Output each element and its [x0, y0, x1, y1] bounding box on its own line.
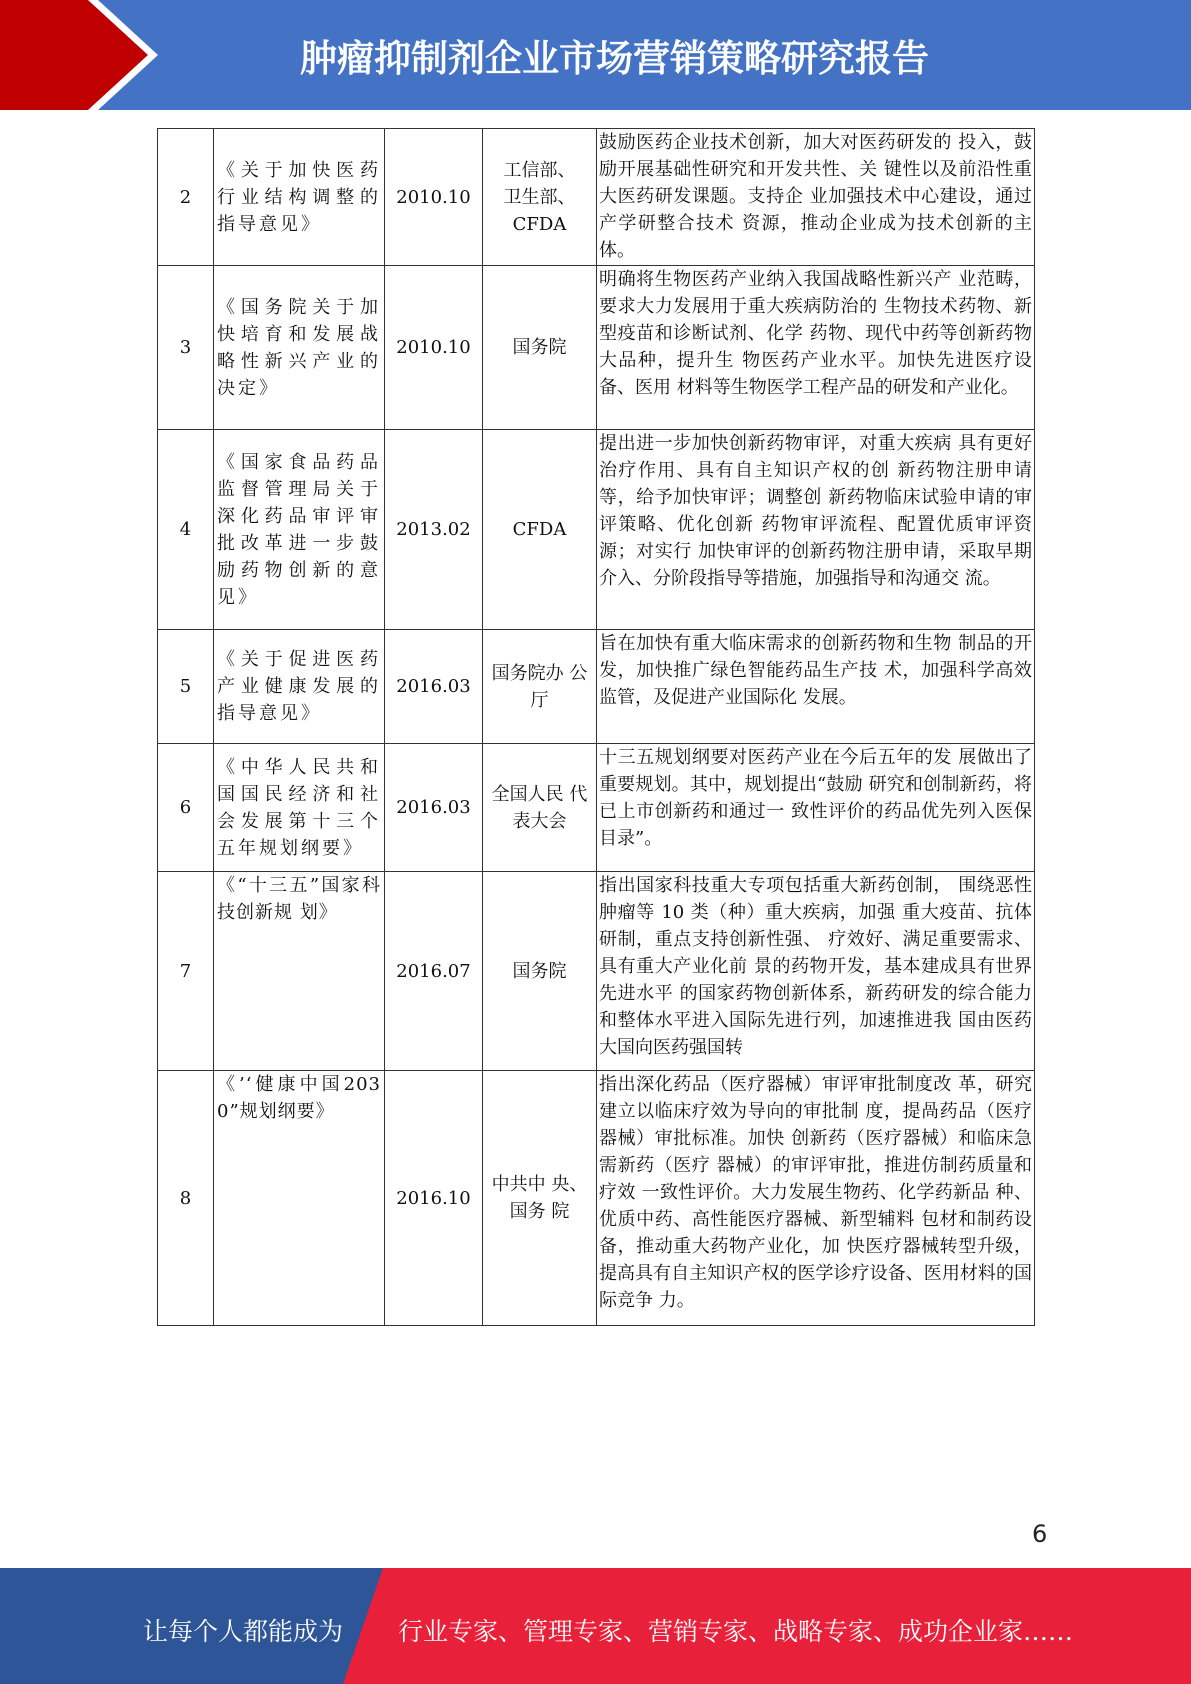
issuing-department: 国务院 — [483, 266, 597, 430]
row-number: 6 — [158, 744, 214, 872]
issuing-department: 工信部、 卫生部、 CFDA — [483, 129, 597, 266]
policy-content: 指出深化药品（医疗器械）审评审批制度改 革，研究建立以临床疗效为导向的审批制 度，提咼药品（医疗器械）审批标准。加快 创新药（医疗器械）和临床急需新药（医疗 器械）的审评审批，推进仿制药质量和疗效 一致性评价。大力发展生物药、化学药新品 种、优质中药、高性能医疗器械、新型辅料 包材和制药设备，推动重大药物产业化，加 快医疗器械转型升级，提高具有自主知识产权的医学诊疗设备、医用材料的国际竞争 力。 — [597, 1071, 1035, 1326]
row-number: 7 — [158, 872, 214, 1071]
policy-content: 十三五规划纲要对医药产业在今后五年的发 展做出了重要规划。其中，规划提出“鼓励 研究和创制新药，将已上市创新药和通过一 致性评价的药品优先列入医保目录”。 — [597, 744, 1035, 872]
policy-content: 提出进一步加快创新药物审评，对重大疾病 具有更好治疗作用、具有自主知识产权的创 新药物注册申请等，给予加快审评；调整创 新药物临床试验申请的审评策略、优化创新 药物审评流程、配置优质审评资源；对实行 加快审评的创新药物注册申请，采取早期介入、分阶段指导等措施，加强指导和沟通交 流。 — [597, 430, 1035, 630]
policy-name: 《关于加快医药行业结构调整的指导意见》 — [214, 129, 385, 266]
issuing-department: 中共中 央、 国务 院 — [483, 1071, 597, 1326]
page-footer — [0, 1568, 1191, 1684]
policy-content: 鼓励医药企业技术创新，加大对医药研发的 投入，鼓励开展基础性研究和开发共性、关 键性以及前沿性重大医药研发课题。支持企 业加强技术中心建设，通过产学研整合技术 资源，推动企业成为技术创新的主体。 — [597, 129, 1035, 266]
issue-date: 2010.10 — [385, 129, 483, 266]
table-row — [158, 872, 1035, 1071]
row-number: 4 — [158, 430, 214, 630]
policy-name: 《’‘健康中国2030”规划纲要》 — [214, 1071, 385, 1326]
policy-content: 旨在加快有重大临床需求的创新药物和生物 制品的开发，加快推广绿色智能药品生产技 术，加强科学高效监管，及促进产业国际化 发展。 — [597, 630, 1035, 744]
table-row — [158, 430, 1035, 630]
policy-table — [157, 128, 1035, 1326]
policy-content: 明确将生物医药产业纳入我国战略性新兴产 业范畴，要求大力发展用于重大疾病防治的 生物技术药物、新型疫苗和诊断试剂、化学 药物、现代中药等创新药物大品种，提升生 物医药产业水平。加快先进医疗设备、医用 材料等生物医学工程产品的研发和产业化。 — [597, 266, 1035, 430]
row-number: 8 — [158, 1071, 214, 1326]
row-number: 5 — [158, 630, 214, 744]
page-header — [0, 0, 1191, 110]
policy-name: 《国家食品药品监督管理局关于深化药品审评审批改革进一步鼓励药物创新的意见》 — [214, 430, 385, 630]
footer-slogan-left: 让每个人都能成为 — [143, 1617, 344, 1646]
page-number: 6 — [1032, 1520, 1048, 1548]
issuing-department: CFDA — [483, 430, 597, 630]
row-number: 2 — [158, 129, 214, 266]
header-chevron-decoration — [0, 0, 160, 110]
policy-name: 《关于促进医药产业健康发展的指导意见》 — [214, 630, 385, 744]
report-title: 肿瘤抑制剂企业市场营销策略研究报告 — [300, 37, 929, 80]
policy-name: 《国务院关于加快培育和发展战略性新兴产业的决定》 — [214, 266, 385, 430]
table-row — [158, 630, 1035, 744]
issue-date: 2013.02 — [385, 430, 483, 630]
table-row — [158, 266, 1035, 430]
policy-content: 指出国家科技重大专项包括重大新药创制， 围绕恶性肿瘤等 10 类（种）重大疾病，加强 重大疫苗、抗体研制，重点支持创新性强、 疗效好、满足重要需求、具有重大产业化前 景的药物开发，基本建成具有世界先进水平 的国家药物创新体系，新药研发的综合能力 和整体水平进入国际先进行列，加速推进我 国由医药大国向医药强国转 — [597, 872, 1035, 1071]
table-row — [158, 744, 1035, 872]
footer-slogan-right: 行业专家、管理专家、营销专家、战略专家、成功企业家…… — [398, 1617, 1074, 1646]
issue-date: 2016.07 — [385, 872, 483, 1071]
issuing-department: 全国人民 代表大会 — [483, 744, 597, 872]
issue-date: 2016.03 — [385, 630, 483, 744]
issue-date: 2016.10 — [385, 1071, 483, 1326]
policy-name: 《“十三五”国家科技创新规 划》 — [214, 872, 385, 1071]
policy-name: 《中华人民共和国国民经济和社会发展第十三个五年规划纲要》 — [214, 744, 385, 872]
table-row — [158, 129, 1035, 266]
row-number: 3 — [158, 266, 214, 430]
table-row — [158, 1071, 1035, 1326]
issuing-department: 国务院 — [483, 872, 597, 1071]
issuing-department: 国务院办 公厅 — [483, 630, 597, 744]
issue-date: 2010.10 — [385, 266, 483, 430]
issue-date: 2016.03 — [385, 744, 483, 872]
